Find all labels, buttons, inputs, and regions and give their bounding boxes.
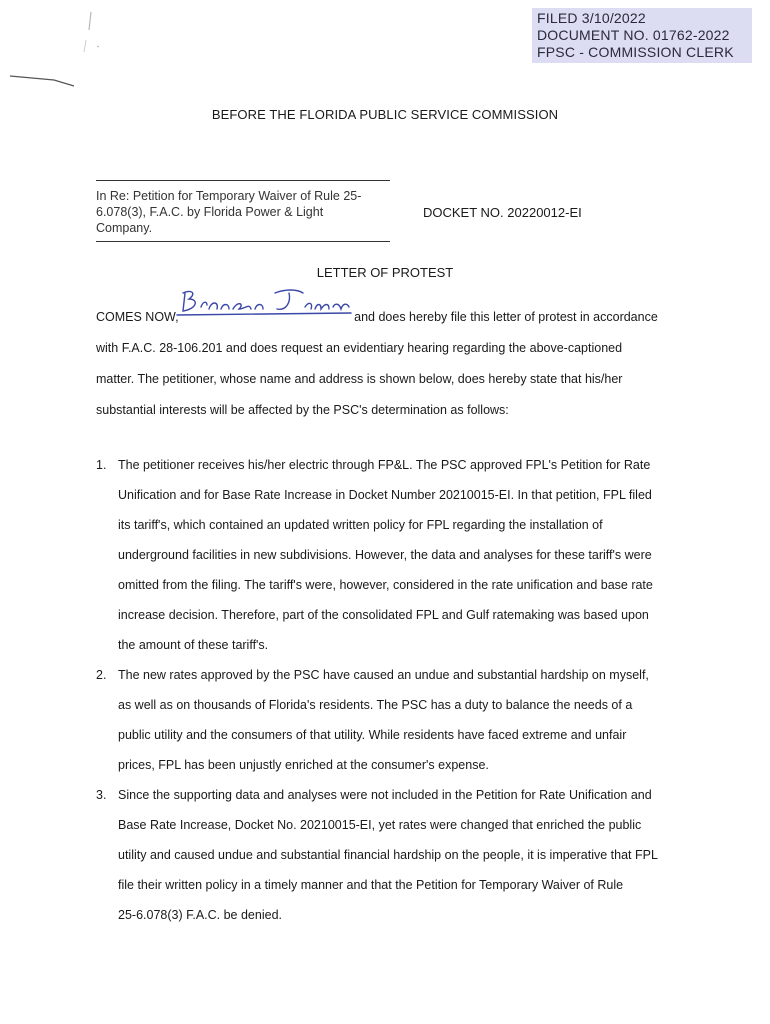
case-caption [96,188,396,236]
item-line: utility and caused undue and substantial financial hardship on the people, it is imperative that FPL [118,848,658,862]
item-line: omitted from the filing. The tariff's were, however, considered in the rate unification and base rate [118,578,653,592]
scan-artifact-marks [0,0,140,100]
item-line: The petitioner receives his/her electric through FP&L. The PSC approved FPL's Petition for Rate [118,458,651,472]
intro-line: with F.A.C. 28-106.201 and does request an evidentiary hearing regarding the above-captioned [96,341,623,355]
stamp-document-number: DOCUMENT NO. 01762-2022 [537,27,730,43]
item-line: its tariff's, which contained an updated written policy for FPL regarding the installation of [118,518,603,532]
item-line: the amount of these tariff's. [118,638,269,652]
protest-list [96,450,696,930]
item-line: increase decision. Therefore, part of the consolidated FPL and Gulf ratemaking was based upon [118,608,649,622]
item-line: as well as on thousands of Florida's residents. The PSC has a duty to balance the needs of a [118,698,633,712]
handwritten-signature [175,287,355,327]
caption-line: 6.078(3), F.A.C. by Florida Power & Light [96,205,324,219]
caption-top-rule [96,180,390,181]
item-line: 25-6.078(3) F.A.C. be denied. [118,908,282,922]
item-number: 3. [96,788,107,802]
list-item [96,660,696,780]
signature-line [179,307,351,321]
stamp-clerk: FPSC - COMMISSION CLERK [537,44,734,60]
intro-paragraph [96,302,696,426]
intro-line: matter. The petitioner, whose name and address is shown below, does hereby state that his/her [96,372,623,386]
stamp-filed-date: FILED 3/10/2022 [537,10,646,26]
item-line: Since the supporting data and analyses were not included in the Petition for Rate Unification and [118,788,652,802]
list-item [96,450,696,660]
item-number: 1. [96,458,107,472]
item-line: The new rates approved by the PSC have caused an undue and substantial hardship on myself, [118,668,649,682]
item-line: Unification and for Base Rate Increase in Docket Number 20210015-EI. In that petition, FPL filed [118,488,652,502]
caption-line: In Re: Petition for Temporary Waiver of Rule 25- [96,189,362,203]
intro-after-signature: and does hereby file this letter of protest in accordance [354,310,658,324]
item-line: prices, FPL has been unjustly enriched at the consumer's expense. [118,758,489,772]
filing-stamp [532,8,752,63]
caption-bottom-rule [96,241,390,242]
commission-heading: BEFORE THE FLORIDA PUBLIC SERVICE COMMISSION [211,107,559,122]
docket-number: DOCKET NO. 20220012-EI [423,205,582,220]
item-line: Base Rate Increase, Docket No. 20210015-EI, yet rates were changed that enriched the public [118,818,642,832]
caption-line: Company. [96,221,153,235]
item-line: file their written policy in a timely manner and that the Petition for Temporary Waiver of Rule [118,878,624,892]
item-line: underground facilities in new subdivisions. However, the data and analyses for these tariff's were [118,548,652,562]
intro-first-line [96,302,696,333]
intro-line: substantial interests will be affected by the PSC's determination as follows: [96,403,509,417]
letter-title: LETTER OF PROTEST [316,265,454,280]
item-line: public utility and the consumers of that utility. While residents have faced extreme and unfair [118,728,627,742]
list-item [96,780,696,930]
item-number: 2. [96,668,107,682]
intro-opening: COMES NOW, [96,310,179,324]
